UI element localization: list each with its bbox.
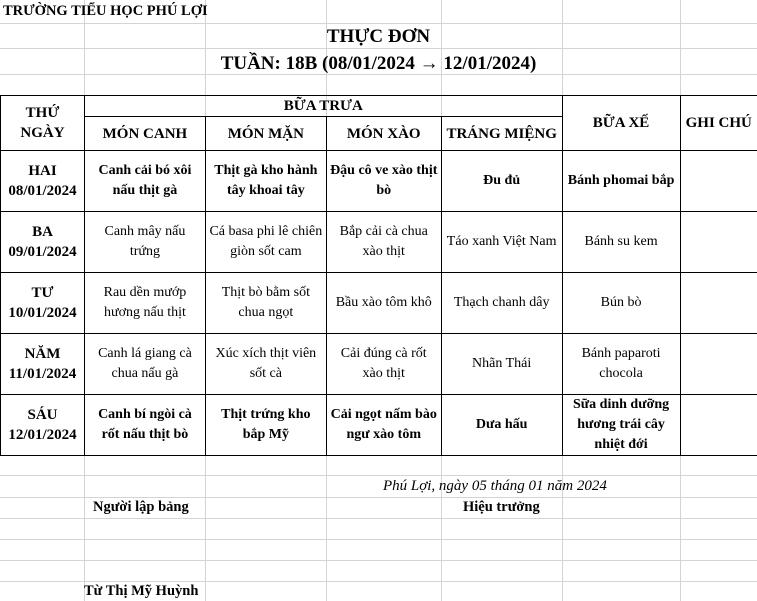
table-row <box>1 273 757 334</box>
salty-cell: Thịt trứng kho bắp Mỹ <box>205 395 326 456</box>
day-name: NĂM <box>24 346 61 362</box>
stirfry-cell: Bầu xào tôm khô <box>326 273 441 334</box>
snack-cell: Bánh su kem <box>562 212 680 273</box>
snack-cell: Sữa dinh dưỡng hương trái cây nhiệt đới <box>562 395 680 456</box>
soup-cell: Rau dền mướp hương nấu thịt <box>84 273 205 334</box>
creator-label: Người lập bảng <box>93 499 189 515</box>
day-date: 09/01/2024 <box>8 244 77 260</box>
note-cell <box>680 395 757 456</box>
salty-cell: Thịt bò bằm sốt chua ngọt <box>205 273 326 334</box>
snack-cell: Bánh phomai bắp <box>562 151 680 212</box>
soup-cell: Canh mây nấu trứng <box>84 212 205 273</box>
table-row <box>1 334 757 395</box>
day-cell <box>1 273 85 334</box>
table-row <box>1 212 757 273</box>
table-row <box>1 151 757 212</box>
day-date: 12/01/2024 <box>8 427 77 443</box>
dessert-cell: Táo xanh Việt Nam <box>441 212 562 273</box>
place-date: Phú Lợi, ngày 05 tháng 01 năm 2024 <box>383 478 607 494</box>
day-cell <box>1 212 85 273</box>
day-cell <box>1 151 85 212</box>
note-cell <box>680 273 757 334</box>
day-header-line2: NGÀY <box>20 125 65 141</box>
note-cell <box>680 334 757 395</box>
stirfry-cell: Đậu cô ve xào thịt bò <box>326 151 441 212</box>
day-name: SÁU <box>27 407 58 423</box>
soup-cell: Canh lá giang cà chua nấu gà <box>84 334 205 395</box>
dessert-cell: Dưa hấu <box>441 395 562 456</box>
note-cell <box>680 151 757 212</box>
principal-label: Hiệu trưởng <box>463 499 540 515</box>
menu-table <box>0 95 757 456</box>
note-cell <box>680 212 757 273</box>
lunch-header: BỮA TRƯA <box>84 96 562 117</box>
day-cell <box>1 395 85 456</box>
salty-cell: Xúc xích thịt viên sốt cà <box>205 334 326 395</box>
soup-header: MÓN CANH <box>84 117 205 151</box>
creator-name: Từ Thị Mỹ Huỳnh <box>84 583 199 599</box>
salty-header: MÓN MẶN <box>205 117 326 151</box>
dessert-cell: Đu đủ <box>441 151 562 212</box>
note-header: GHI CHÚ <box>680 96 757 151</box>
soup-cell: Canh bí ngòi cà rốt nấu thịt bò <box>84 395 205 456</box>
dessert-header: TRÁNG MIỆNG <box>441 117 562 151</box>
day-name: TƯ <box>31 285 54 301</box>
menu-title: THỰC ĐƠN <box>326 26 431 47</box>
stirfry-cell: Bắp cải cà chua xào thịt <box>326 212 441 273</box>
day-cell <box>1 334 85 395</box>
stirfry-header: MÓN XÀO <box>326 117 441 151</box>
salty-cell: Thịt gà kho hành tây khoai tây <box>205 151 326 212</box>
dessert-cell: Nhãn Thái <box>441 334 562 395</box>
salty-cell: Cá basa phi lê chiên giòn sốt cam <box>205 212 326 273</box>
snack-header: BỮA XẾ <box>562 96 680 151</box>
school-name: TRƯỜNG TIỂU HỌC PHÚ LỢI <box>3 3 208 19</box>
day-date: 08/01/2024 <box>8 183 77 199</box>
soup-cell: Canh cải bó xôi nấu thịt gà <box>84 151 205 212</box>
snack-cell: Bún bò <box>562 273 680 334</box>
stirfry-cell: Cải ngọt nấm bào ngư xào tôm <box>326 395 441 456</box>
day-name: BA <box>32 224 53 240</box>
week-range: TUẦN: 18B (08/01/2024 → 12/01/2024) <box>220 53 537 74</box>
day-date: 11/01/2024 <box>8 366 77 382</box>
stirfry-cell: Cải đúng cà rốt xào thịt <box>326 334 441 395</box>
day-header <box>1 96 85 151</box>
table-row <box>1 395 757 456</box>
snack-cell: Bánh paparoti chocola <box>562 334 680 395</box>
day-name: HAI <box>28 163 57 179</box>
day-date: 10/01/2024 <box>8 305 77 321</box>
day-header-line1: THỨ <box>25 105 60 121</box>
dessert-cell: Thạch chanh dây <box>441 273 562 334</box>
